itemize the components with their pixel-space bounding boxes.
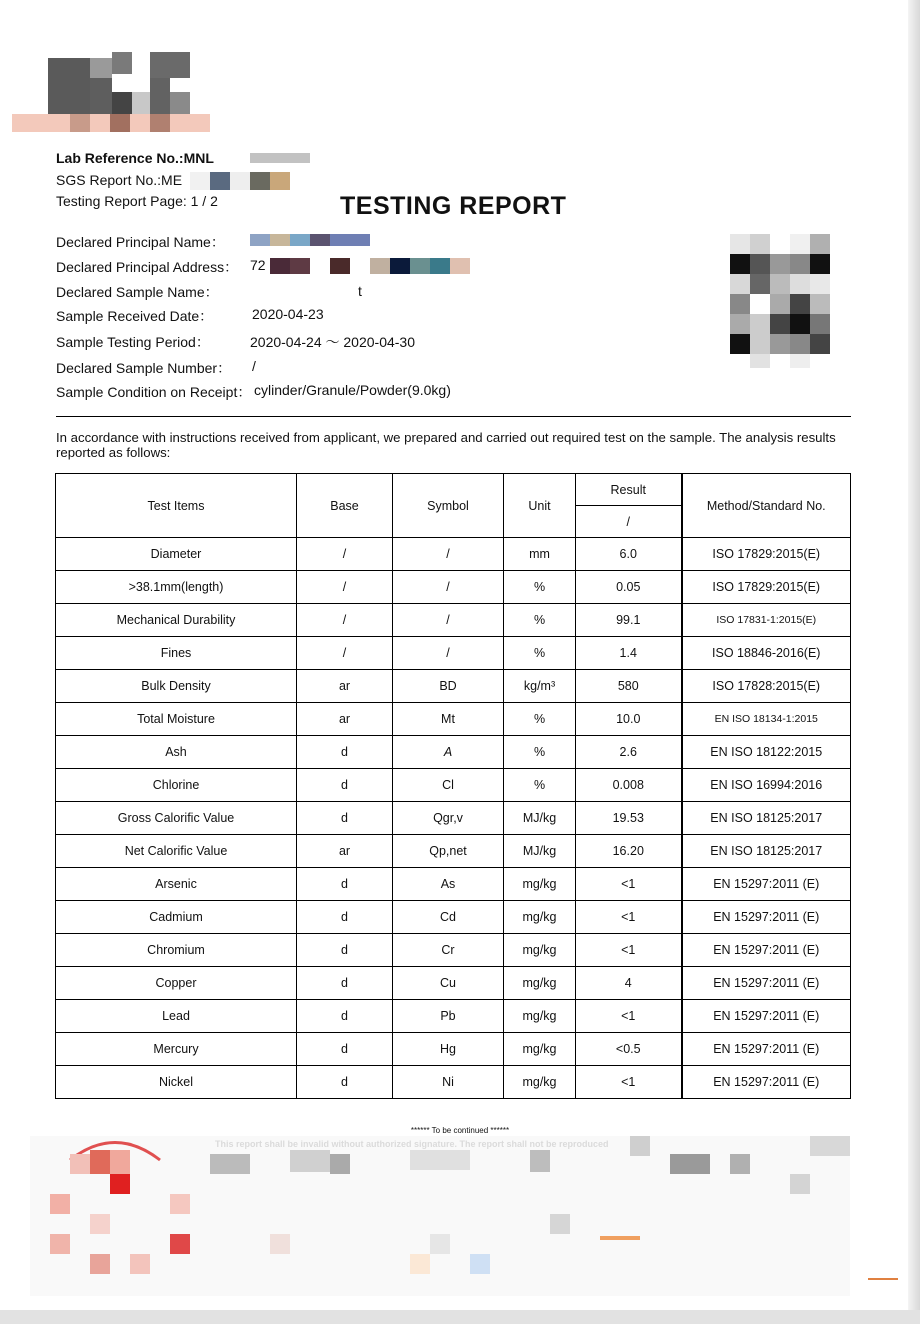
sample-condition-value: cylinder/Granule/Powder(9.0kg) <box>254 382 451 398</box>
cell-base: d <box>297 901 393 934</box>
header-result-sub: / <box>576 506 682 538</box>
cell-test-item: Net Calorific Value <box>56 835 297 868</box>
header-symbol: Symbol <box>393 474 504 538</box>
cell-base: d <box>297 1033 393 1066</box>
cell-method: EN ISO 16994:2016 <box>682 769 851 802</box>
testing-period-value: 2020-04-24 ～ 2020-04-30 <box>250 334 416 350</box>
cell-base: ar <box>297 835 393 868</box>
cell-result: 580 <box>576 670 682 703</box>
cell-method: EN 15297:2011 (E) <box>682 967 851 1000</box>
cell-result: 10.0 <box>576 703 682 736</box>
cell-symbol: BD <box>393 670 504 703</box>
table-row <box>56 670 851 703</box>
cell-result: 0.05 <box>576 571 682 604</box>
cell-method: ISO 17831-1:2015(E) <box>682 604 851 637</box>
cell-test-item: Lead <box>56 1000 297 1033</box>
header-base: Base <box>297 474 393 538</box>
cell-base: / <box>297 637 393 670</box>
table-row <box>56 538 851 571</box>
principal-address-label: Declared Principal Address： <box>56 259 239 275</box>
cell-base: d <box>297 802 393 835</box>
cell-symbol: Cr <box>393 934 504 967</box>
cell-result: <1 <box>576 1066 682 1099</box>
cell-symbol: Cu <box>393 967 504 1000</box>
cell-unit: % <box>504 604 576 637</box>
cell-test-item: Cadmium <box>56 901 297 934</box>
cell-result: 1.4 <box>576 637 682 670</box>
cell-method: EN 15297:2011 (E) <box>682 1033 851 1066</box>
sample-number-label: Declared Sample Number： <box>56 360 232 376</box>
cell-result: 2.6 <box>576 736 682 769</box>
sgs-report-no: SGS Report No.:ME <box>56 172 183 188</box>
section-divider <box>56 416 851 417</box>
cell-base: / <box>297 571 393 604</box>
cell-unit: % <box>504 736 576 769</box>
cell-symbol: Cd <box>393 901 504 934</box>
cell-unit: % <box>504 637 576 670</box>
cell-result: 4 <box>576 967 682 1000</box>
cell-test-item: Nickel <box>56 1066 297 1099</box>
cell-base: ar <box>297 670 393 703</box>
cell-method: EN 15297:2011 (E) <box>682 934 851 967</box>
cell-test-item: Total Moisture <box>56 703 297 736</box>
cell-base: / <box>297 604 393 637</box>
table-row <box>56 835 851 868</box>
table-row <box>56 1000 851 1033</box>
header-method: Method/Standard No. <box>682 474 851 538</box>
cell-method: EN ISO 18122:2015 <box>682 736 851 769</box>
cell-unit: % <box>504 769 576 802</box>
cell-unit: % <box>504 571 576 604</box>
cell-base: / <box>297 538 393 571</box>
table-header-row <box>56 474 851 506</box>
header-unit: Unit <box>504 474 576 538</box>
cell-base: d <box>297 934 393 967</box>
cell-result: 19.53 <box>576 802 682 835</box>
cell-method: EN 15297:2011 (E) <box>682 868 851 901</box>
cell-test-item: Diameter <box>56 538 297 571</box>
cell-result: 0.008 <box>576 769 682 802</box>
report-page: Testing Report Page: 1 / 2 <box>56 193 218 209</box>
cell-symbol: Hg <box>393 1033 504 1066</box>
cell-result: 6.0 <box>576 538 682 571</box>
cell-method: ISO 17829:2015(E) <box>682 571 851 604</box>
cell-unit: mg/kg <box>504 901 576 934</box>
cell-result: <1 <box>576 1000 682 1033</box>
table-row <box>56 802 851 835</box>
report-title: TESTING REPORT <box>340 192 567 220</box>
cell-result: <1 <box>576 901 682 934</box>
cell-method: EN 15297:2011 (E) <box>682 1000 851 1033</box>
cell-unit: MJ/kg <box>504 802 576 835</box>
lab-reference: Lab Reference No.:MNL <box>56 150 214 166</box>
cell-unit: mg/kg <box>504 1000 576 1033</box>
cell-symbol: Pb <box>393 1000 504 1033</box>
cell-test-item: Bulk Density <box>56 670 297 703</box>
principal-address-value: 72 <box>250 257 266 273</box>
header-test-items: Test Items <box>56 474 297 538</box>
cell-test-item: Copper <box>56 967 297 1000</box>
cell-symbol: Qp,net <box>393 835 504 868</box>
cell-method: EN 15297:2011 (E) <box>682 901 851 934</box>
received-date-label: Sample Received Date： <box>56 308 214 324</box>
sample-condition-label: Sample Condition on Receipt： <box>56 384 252 400</box>
to-be-continued: ****** To be continued ****** <box>410 1126 510 1135</box>
cell-method: EN 15297:2011 (E) <box>682 1066 851 1099</box>
cell-method: ISO 18846-2016(E) <box>682 637 851 670</box>
table-row <box>56 868 851 901</box>
cell-test-item: Mechanical Durability <box>56 604 297 637</box>
received-date-value: 2020-04-23 <box>252 306 324 322</box>
sample-name-label: Declared Sample Name： <box>56 284 219 300</box>
table-row <box>56 571 851 604</box>
cell-test-item: Mercury <box>56 1033 297 1066</box>
cell-unit: MJ/kg <box>504 835 576 868</box>
cell-base: d <box>297 1066 393 1099</box>
results-table <box>55 473 851 1099</box>
cell-method: ISO 17829:2015(E) <box>682 538 851 571</box>
cell-base: d <box>297 868 393 901</box>
intro-text: In accordance with instructions received from applicant, we prepared and carried out required test on the sample. The analysis results reported as follows: <box>56 430 836 460</box>
cell-symbol: As <box>393 868 504 901</box>
cell-test-item: Chromium <box>56 934 297 967</box>
cell-unit: mg/kg <box>504 1033 576 1066</box>
cell-symbol: Ni <box>393 1066 504 1099</box>
cell-unit: % <box>504 703 576 736</box>
table-row <box>56 637 851 670</box>
cell-result: 16.20 <box>576 835 682 868</box>
cell-symbol: A <box>393 736 504 769</box>
table-row <box>56 967 851 1000</box>
cell-base: d <box>297 769 393 802</box>
table-row <box>56 1033 851 1066</box>
table-row <box>56 604 851 637</box>
cell-test-item: Chlorine <box>56 769 297 802</box>
cell-symbol: Cl <box>393 769 504 802</box>
principal-name-label: Declared Principal Name： <box>56 234 225 250</box>
cell-test-item: Fines <box>56 637 297 670</box>
cell-test-item: Arsenic <box>56 868 297 901</box>
cell-result: <1 <box>576 934 682 967</box>
testing-period-label: Sample Testing Period： <box>56 334 210 350</box>
cell-unit: mg/kg <box>504 868 576 901</box>
sample-number-value: / <box>252 358 256 374</box>
cell-unit: mg/kg <box>504 934 576 967</box>
cell-unit: mm <box>504 538 576 571</box>
page-edge-shadow <box>908 0 920 1324</box>
cell-result: <0.5 <box>576 1033 682 1066</box>
cell-unit: mg/kg <box>504 1066 576 1099</box>
cell-unit: kg/m³ <box>504 670 576 703</box>
cell-symbol: / <box>393 571 504 604</box>
cell-test-item: Ash <box>56 736 297 769</box>
cell-test-item: Gross Calorific Value <box>56 802 297 835</box>
table-row <box>56 736 851 769</box>
cell-base: ar <box>297 703 393 736</box>
cell-base: d <box>297 736 393 769</box>
cell-method: EN ISO 18134-1:2015 <box>682 703 851 736</box>
redacted-block <box>250 153 310 163</box>
cell-test-item: >38.1mm(length) <box>56 571 297 604</box>
cell-unit: mg/kg <box>504 967 576 1000</box>
cell-method: ISO 17828:2015(E) <box>682 670 851 703</box>
table-row <box>56 934 851 967</box>
cell-symbol: Qgr,v <box>393 802 504 835</box>
header-result: Result <box>576 474 682 506</box>
cell-base: d <box>297 967 393 1000</box>
cell-symbol: / <box>393 538 504 571</box>
table-row <box>56 703 851 736</box>
cell-result: 99.1 <box>576 604 682 637</box>
cell-result: <1 <box>576 868 682 901</box>
cell-method: EN ISO 18125:2017 <box>682 835 851 868</box>
table-row <box>56 1066 851 1099</box>
page-bottom-shadow <box>0 1310 920 1324</box>
cell-base: d <box>297 1000 393 1033</box>
cell-method: EN ISO 18125:2017 <box>682 802 851 835</box>
table-row <box>56 901 851 934</box>
sample-name-value: t <box>358 283 362 299</box>
cell-symbol: / <box>393 637 504 670</box>
cell-symbol: Mt <box>393 703 504 736</box>
cell-symbol: / <box>393 604 504 637</box>
table-row <box>56 769 851 802</box>
